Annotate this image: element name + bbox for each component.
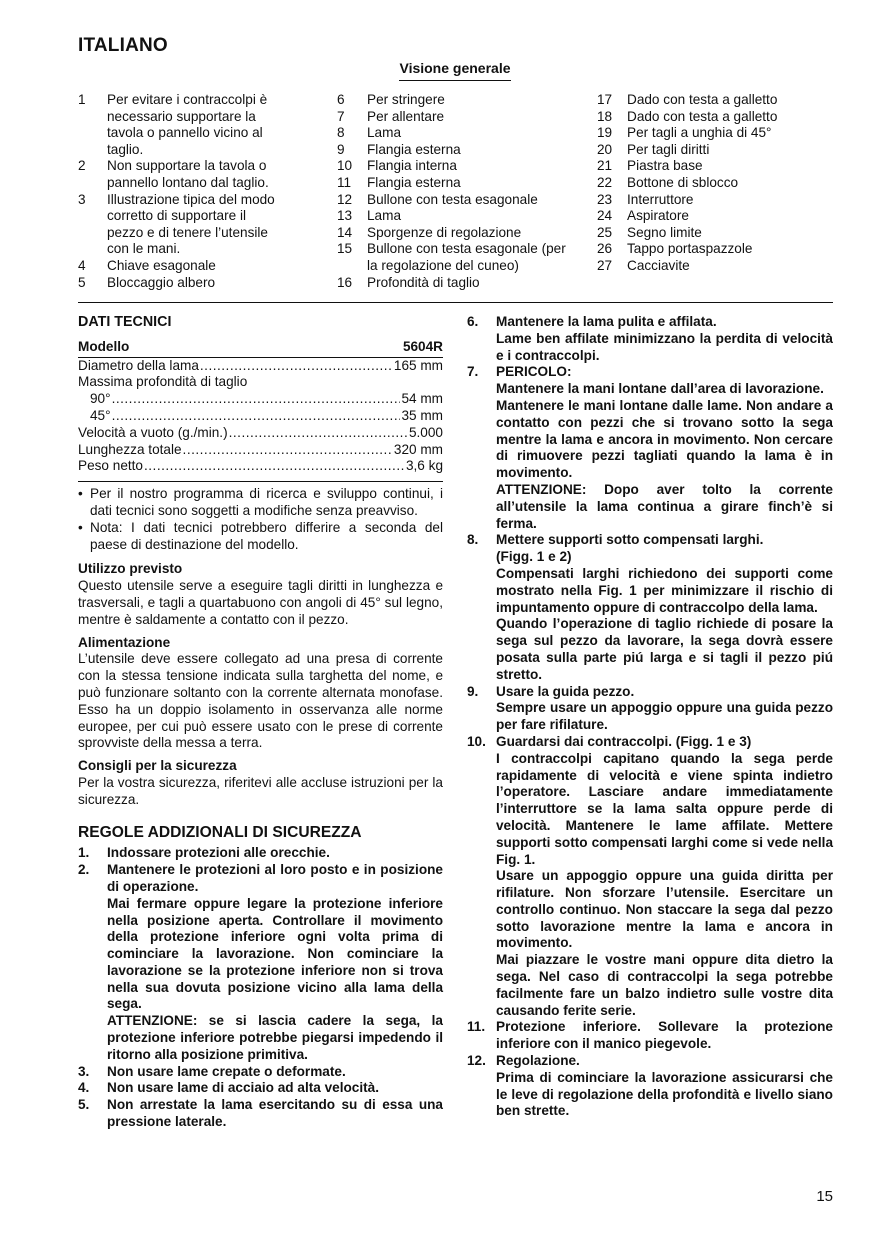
overview-item: [337, 225, 577, 242]
overview-item: [597, 241, 833, 258]
spec-value: 5.000: [408, 424, 443, 440]
specs-divider: [78, 475, 443, 482]
overview-item-text: Piastra base: [627, 158, 703, 174]
rule-text: Guardarsi dai contraccolpi. (Figg. 1 e 3): [496, 733, 752, 749]
overview-item-number: 12: [337, 191, 353, 207]
rule-item: [78, 1080, 443, 1097]
safety-text: Per la vostra sicurezza, riferitevi alle accluse istruzioni per la sicurezza.: [78, 774, 443, 807]
overview-item: [78, 192, 296, 258]
language-heading: ITALIANO: [78, 35, 168, 56]
rule-item: [78, 845, 443, 862]
overview-item-number: 27: [597, 257, 613, 273]
spec-row: [78, 442, 443, 459]
rule-text: Compensati larghi richiedono dei supporti come mostrato nella Fig. 1 per minimizzare il rischio di impuntamento oppure di contraccolpo della lama.: [496, 565, 833, 615]
overview-item-text: Bloccaggio albero: [107, 274, 216, 290]
rule-number: 5.: [78, 1097, 90, 1113]
rule-text: Regolazione.: [496, 1053, 580, 1069]
overview-item: [337, 142, 577, 159]
spec-label: Peso netto: [78, 458, 143, 474]
rule-number: 7.: [467, 364, 479, 380]
overview-item: [78, 92, 296, 158]
spec-label: 45°: [90, 407, 111, 423]
overview-item-number: 10: [337, 158, 353, 174]
rule-item: [467, 684, 833, 734]
overview-item: [337, 241, 577, 274]
rule-item: [78, 862, 443, 1064]
overview-item-number: 8: [337, 125, 345, 141]
overview-item-number: 19: [597, 125, 613, 141]
overview-item-number: 1: [78, 92, 86, 107]
use-text: Questo utensile serve a eseguire tagli diritti in lunghezza e trasversali, e tagli a quartabuono con angoli di 45° sul legno, mentre è saldamente a contatto con il pezzo.: [78, 578, 443, 627]
overview-item-text: Per tagli a unghia di 45°: [627, 125, 772, 141]
right-column: [467, 314, 833, 1120]
rule-text: Mai piazzare le vostre mani oppure dita dietro la sega. Nel caso di contraccolpi la sega potrebbe facilmente fare un balzo indietro sulle vostre dita causando ferite serie.: [496, 952, 833, 1018]
overview-title-text: Visione generale: [399, 60, 510, 81]
rule-text: ATTENZIONE: se si lascia cadere la sega, la protezione inferiore potrebbe piegarsi impedendo il ritorno alla posizione primitiva.: [107, 1013, 443, 1062]
overview-item-text: Aspiratore: [627, 208, 689, 224]
overview-item-text: Cacciavite: [627, 257, 690, 273]
power-title: Alimentazione: [78, 634, 171, 650]
overview-column-1: [78, 92, 296, 291]
overview-item-number: 18: [597, 108, 613, 124]
overview-item-number: 25: [597, 224, 613, 240]
overview-item-text: Dado con testa a galletto: [627, 108, 778, 124]
use-title: Utilizzo previsto: [78, 561, 183, 577]
overview-item-number: 15: [337, 241, 353, 257]
spec-label: 90°: [90, 391, 111, 407]
spec-note-text: Nota: I dati tecnici potrebbero differire a seconda del paese di destinazione del modello.: [90, 519, 443, 552]
rule-text: Quando l’operazione di taglio richiede di posare la sega sul pezzo da lavorare, la sega dovrà essere posata sulla parte piú larga e si tagli il pezzo piú stretto.: [496, 616, 833, 682]
left-column: [78, 314, 443, 1131]
overview-item: [597, 258, 833, 275]
rule-item: [467, 314, 833, 364]
spec-value: 3,6 kg: [405, 458, 443, 474]
specs-title: DATI TECNICI: [78, 314, 172, 330]
overview-item: [78, 158, 296, 191]
overview-item: [337, 158, 577, 175]
overview-item-number: 6: [337, 92, 345, 107]
overview-item: [78, 258, 296, 275]
overview-item-text: Sporgenze di regolazione: [367, 224, 522, 240]
spec-row: [78, 425, 443, 442]
spacer: [78, 809, 443, 825]
overview-item-number: 24: [597, 208, 613, 224]
overview-item-number: 13: [337, 208, 353, 224]
rule-text: Indossare protezioni alle orecchie.: [107, 845, 330, 861]
overview-item: [337, 208, 577, 225]
rule-number: 12.: [467, 1053, 486, 1069]
rule-text: Sempre usare un appoggio oppure una guida pezzo per fare rifilature.: [496, 700, 833, 733]
rule-text: Non usare lame crepate o deformate.: [107, 1063, 346, 1079]
rule-item: [467, 364, 833, 532]
overview-item: [597, 208, 833, 225]
overview-item-text: Per stringere: [367, 92, 445, 107]
overview-item-number: 11: [337, 174, 352, 190]
rule-text: Usare la guida pezzo.: [496, 683, 635, 699]
overview-item-text: Tappo portaspazzole: [627, 241, 753, 257]
overview-item-number: 23: [597, 191, 613, 207]
overview-item: [597, 109, 833, 126]
bullet: •: [78, 519, 83, 535]
overview-item-number: 9: [337, 141, 345, 157]
spec-leader: [200, 358, 393, 375]
overview-item-text: Flangia esterna: [367, 141, 461, 157]
page-number: 15: [816, 1188, 833, 1205]
rule-number: 4.: [78, 1080, 90, 1096]
rule-number: 2.: [78, 862, 90, 878]
rule-number: 1.: [78, 845, 90, 861]
section-divider: [78, 302, 833, 303]
spec-leader: [183, 442, 393, 459]
overview-item-text: Bullone con testa esagonale (per la regolazione del cuneo): [367, 241, 566, 273]
overview-item-number: 5: [78, 274, 86, 290]
overview-item-text: Chiave esagonale: [107, 257, 216, 273]
overview-column-3: [597, 92, 833, 275]
overview-item-text: Non supportare la tavola o pannello lontano dal taglio.: [107, 158, 269, 190]
overview-item-text: Segno limite: [627, 224, 702, 240]
rule-text: Usare un appoggio oppure una guida diritta per rifilature. Non sforzare l’utensile. Esercitare un controllo continuo. Non staccare la sega dal pezzo sotto lavorazione mentre la lama e ancora in movimento.: [496, 868, 833, 951]
spec-label: Diametro della lama: [78, 357, 199, 373]
overview-item-text: Per tagli diritti: [627, 141, 710, 157]
overview-item-text: Flangia esterna: [367, 174, 461, 190]
rule-text: Mantenere le protezioni al loro posto e in posizione di operazione.: [107, 862, 443, 894]
overview-item-number: 21: [597, 158, 613, 174]
overview-item: [597, 192, 833, 209]
spec-model-row: [78, 339, 443, 358]
overview-item: [597, 175, 833, 192]
overview-item-text: Profondità di taglio: [367, 274, 480, 290]
overview-item: [597, 142, 833, 159]
overview-item-number: 2: [78, 158, 86, 174]
overview-item: [597, 92, 833, 109]
overview-item-number: 20: [597, 141, 613, 157]
spec-label: Velocità a vuoto (g./min.): [78, 424, 228, 440]
overview-item-text: Interruttore: [627, 191, 694, 207]
overview-item-number: 7: [337, 108, 345, 124]
rules-title: REGOLE ADDIZIONALI DI SICUREZZA: [78, 823, 362, 841]
overview-item-text: Lama: [367, 208, 402, 224]
overview-item-text: Bottone di sblocco: [627, 174, 739, 190]
overview-item: [597, 225, 833, 242]
rule-text: ATTENZIONE: Dopo aver tolto la corrente all’utensile la lama continua a girare finch’è si ferma.: [496, 481, 833, 531]
overview-item: [337, 125, 577, 142]
spec-leader: [229, 425, 408, 442]
rule-item: [467, 734, 833, 1020]
rule-text: Protezione inferiore. Sollevare la protezione inferiore con il manico piegevole.: [496, 1019, 833, 1052]
overview-item-text: Per evitare i contraccolpi è necessario supportare la tavola o pannello vicino al taglio.: [107, 92, 268, 157]
overview-title: [0, 60, 875, 81]
overview-item: [78, 275, 296, 292]
spec-model-label: Modello: [78, 338, 130, 354]
spec-row: [78, 391, 443, 408]
rule-text: (Figg. 1 e 2): [496, 549, 572, 565]
spec-label: Lunghezza totale: [78, 441, 182, 457]
spec-row: [78, 458, 443, 475]
power-text: L’utensile deve essere collegato ad una presa di corrente con la stessa tensione indicata sulla targhetta del nome, e può funzionare soltanto con la corrente alternata monofase. Esso ha un doppio isolamento in osservanza alle norme europee, per cui può essere usato con le prese di corrente sprovviste della messa a terra.: [78, 651, 443, 751]
overview-column-2: [337, 92, 577, 291]
rule-item: [467, 532, 833, 683]
rule-number: 9.: [467, 683, 479, 699]
rule-text: Prima di cominciare la lavorazione assicurarsi che le leve di regolazione della profondità e livello siano ben strette.: [496, 1069, 833, 1119]
rule-text: PERICOLO:: [496, 364, 572, 380]
overview-item-number: 14: [337, 224, 353, 240]
overview-item-text: Illustrazione tipica del modo corretto di supportare il pezzo e di tenere l’utensile con le mani.: [107, 191, 275, 257]
rule-number: 6.: [467, 314, 479, 329]
rule-number: 11.: [467, 1019, 486, 1035]
overview-item-number: 3: [78, 191, 86, 207]
rule-number: 10.: [467, 733, 486, 749]
rule-text: Non arrestate la lama esercitando su di essa una pressione laterale.: [107, 1097, 443, 1130]
spec-row: [78, 358, 443, 375]
overview-item-number: 17: [597, 92, 613, 107]
overview-item-number: 16: [337, 274, 353, 290]
overview-item-text: Per allentare: [367, 108, 445, 124]
spec-value: 320 mm: [393, 441, 443, 457]
overview-item: [337, 175, 577, 192]
rule-item: [78, 1064, 443, 1081]
spec-note-text: Per il nostro programma di ricerca e sviluppo continui, i dati tecnici sono soggetti a modifiche senza preavviso.: [90, 486, 443, 518]
rule-number: 8.: [467, 532, 479, 548]
spec-value: 54 mm: [401, 391, 443, 407]
overview-item-number: 4: [78, 257, 86, 273]
spec-leader: [144, 458, 405, 475]
overview-item: [337, 109, 577, 126]
overview-item-text: Lama: [367, 125, 402, 141]
rule-item: [78, 1097, 443, 1131]
rule-item: [467, 1053, 833, 1120]
spec-leader: [112, 408, 401, 425]
overview-item: [337, 275, 577, 292]
overview-item: [597, 158, 833, 175]
overview-item: [337, 192, 577, 209]
spec-row: [78, 408, 443, 425]
rule-text: Non usare lame di acciaio ad alta velocità.: [107, 1080, 379, 1096]
spec-model-value: 5604R: [402, 338, 443, 354]
rule-text: Mantenere la lama pulita e affilata.: [496, 314, 717, 329]
overview-item-text: Flangia interna: [367, 158, 457, 174]
rule-text: I contraccolpi capitano quando la sega perde rapidamente di velocità e viene spinta indietro l’operatore. Lasciare andare immediatamente l’interruttore se la lama salta oppure perde di velocità. Mantenere le lame affilate. Mettere supporti sotto compensati larghi come si vede nella Fig. 1.: [496, 750, 833, 867]
overview-item: [337, 92, 577, 109]
spec-note: [78, 520, 443, 554]
spec-note: [78, 486, 443, 520]
overview-item-number: 26: [597, 241, 613, 257]
rule-text: Lame ben affilate minimizzano la perdita di velocità e i contraccolpi.: [496, 330, 833, 363]
overview-item-text: Dado con testa a galletto: [627, 92, 778, 107]
rule-item: [467, 1019, 833, 1053]
rule-text: Mai fermare oppure legare la protezione inferiore nella posizione aperta. Controllare il movimento della protezione inferiore ogni volta prima di cominciare la lavorazione. Non cominciare la lavorazione se la protezione inferiore non si trova nella sua dovuta posizione vicino alla lama della sega.: [107, 895, 443, 1012]
rule-text: Mettere supporti sotto compensati larghi.: [496, 532, 764, 548]
rule-text: Mantenere le mani lontane dalle lame. Non andare a contatto con pezzi che si trovano sotto la sega mentre la lama e ancora in movimento. Non cercare di rimuovere pezzi tagliati quando la lama è in movimento.: [496, 397, 833, 481]
rule-number: 3.: [78, 1063, 90, 1079]
overview-item: [597, 125, 833, 142]
spec-value: 35 mm: [401, 407, 443, 423]
rule-text: Mantenere la mani lontane dall’area di lavorazione.: [496, 381, 824, 397]
overview-item-text: Bullone con testa esagonale: [367, 191, 538, 207]
overview-item-number: 22: [597, 174, 613, 190]
safety-title: Consigli per la sicurezza: [78, 758, 237, 774]
spec-leader: [112, 391, 401, 408]
bullet: •: [78, 486, 83, 502]
spec-label: Massima profondità di taglio: [78, 374, 248, 390]
spec-value: 165 mm: [393, 357, 443, 373]
